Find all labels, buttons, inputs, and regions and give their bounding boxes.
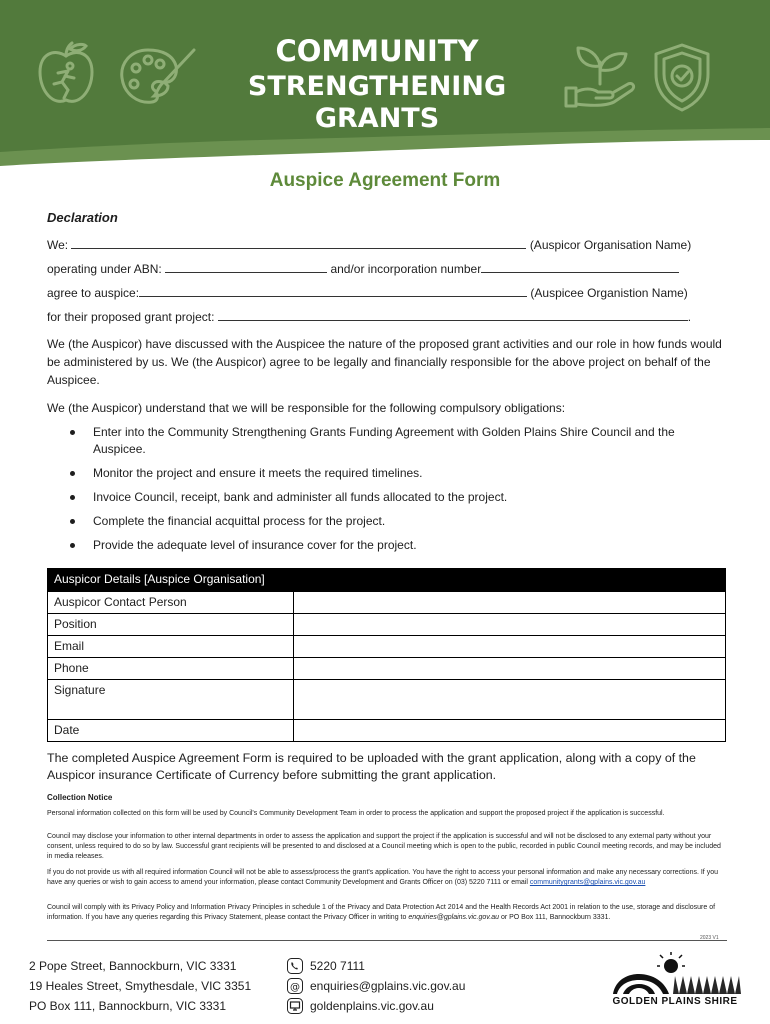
- obligations-intro: We (the Auspicor) understand that we will be responsible for the following compulsory obligations:: [47, 401, 566, 415]
- upload-requirement: The completed Auspice Agreement Form is required to be uploaded with the grant application, along with a copy of the Auspicor insurance Certificate of Currency before submitting the grant application.: [47, 751, 696, 782]
- bullet-icon: [70, 430, 75, 435]
- phone-icon: [287, 958, 303, 974]
- bullet-icon: [70, 495, 75, 500]
- enquiries-email-text: enquiries@gplains.vic.gov.au: [408, 914, 499, 921]
- abn-line: [47, 260, 707, 276]
- community-grants-email-link[interactable]: communitygrants@gplains.vic.gov.au: [529, 879, 646, 886]
- banner-title-line1: COMMUNITY: [275, 34, 479, 68]
- footer-addresses: [29, 956, 251, 1016]
- project-end: .: [687, 310, 692, 324]
- auspicee-org-name-field[interactable]: [139, 284, 527, 297]
- obligations-list: [70, 424, 710, 561]
- banner-title-line2: STRENGTHENING GRANTS: [247, 70, 507, 135]
- website-row: [287, 996, 465, 1016]
- address-line: 19 Heales Street, Smythesdale, VIC 3351: [29, 979, 252, 993]
- svg-text:@: @: [290, 982, 300, 993]
- plant-in-hand-icon: [562, 44, 638, 110]
- bullet-icon: [70, 519, 75, 524]
- collection-notice-heading: Collection Notice: [47, 793, 113, 802]
- declaration-heading: Declaration: [47, 210, 118, 225]
- project-field[interactable]: [218, 308, 688, 321]
- table-header: Auspicor Details [Auspice Organisation]: [48, 569, 726, 592]
- obligation-text: Enter into the Community Strengthening Grants Funding Agreement with Golden Plains Shire Council and the Auspicee.: [93, 425, 675, 456]
- phone-number: 5220 7111: [310, 959, 365, 973]
- form-title: Auspice Agreement Form: [269, 170, 501, 191]
- table-row: [48, 636, 726, 658]
- table-row: [48, 720, 726, 742]
- auspicor-org-suffix: (Auspicor Organisation Name): [529, 238, 692, 252]
- position-input[interactable]: [294, 614, 726, 636]
- we-label: We:: [47, 238, 69, 252]
- header-banner: [0, 0, 770, 168]
- row-label: Auspicor Contact Person: [48, 592, 294, 614]
- we-line: [47, 236, 707, 252]
- discussion-paragraph: We (the Auspicor) have discussed with the Auspicee the nature of the proposed grant activities and our role in how funds would be administered by us. We (the Auspicor) agree to be legally and financially responsible for the above project on behalf of the Auspicee.: [47, 337, 722, 387]
- auspicee-org-suffix: (Auspicee Organistion Name): [530, 286, 688, 300]
- address-line: 2 Pope Street, Bannockburn, VIC 3331: [29, 959, 237, 973]
- collection-notice-p3: [47, 868, 727, 888]
- website-link[interactable]: goldenplains.vic.gov.au: [310, 999, 434, 1013]
- obligation-text: Monitor the project and ensure it meets the required timelines.: [93, 466, 423, 480]
- table-row: [48, 680, 726, 720]
- table-row: [48, 592, 726, 614]
- monitor-icon: [287, 998, 303, 1014]
- signature-input[interactable]: [294, 680, 726, 720]
- row-label: Position: [48, 614, 294, 636]
- footer-contacts: [287, 956, 465, 1016]
- email-icon: [287, 978, 303, 994]
- collection-notice-p4-text: Council will comply with its Privacy Policy and Information Privacy Principles in schedule 1 of the Privacy and Data Protection Act 2014 and the Health Records Act 2001 in relation to the use, storage and disclosure of information. If you have any queries regarding this Privacy Statement, please contact the Privacy Officer in writing to: [47, 904, 716, 921]
- collection-notice-p2: Council may disclose your information to other internal departments in order to assess the application and support the project if the application is successful and will not be disclosed to any external party without your consent, unless required to do so by law. Successful grant recipients will be presented to and disclosed at a Council meeting which is open to the public, recorded in public Council meeting records, and may be included in media releases.: [47, 833, 721, 860]
- agree-line: [47, 284, 707, 300]
- obligation-text: Complete the financial acquittal process for the project.: [93, 514, 386, 528]
- email-input[interactable]: [294, 636, 726, 658]
- obligation-text: Provide the adequate level of insurance cover for the project.: [93, 538, 417, 552]
- contact-person-input[interactable]: [294, 592, 726, 614]
- list-item: [70, 513, 710, 530]
- address-line: PO Box 111, Bannockburn, VIC 3331: [29, 999, 227, 1013]
- email-row: [287, 976, 465, 996]
- project-line: [47, 308, 707, 324]
- date-input[interactable]: [294, 720, 726, 742]
- row-label: Signature: [48, 680, 294, 720]
- row-label: Email: [48, 636, 294, 658]
- bullet-icon: [70, 471, 75, 476]
- footer-divider: [47, 940, 727, 941]
- collection-notice-p3-text: If you do not provide us with all required information Council will not be able to assess/process the grant's application. You have the right to access your personal information and make any necessary corrections. If you have any queries or wish to gain access to amend your information, please contact Community Development and Grants Officer on (03) 5220 7111 or email: [47, 869, 718, 886]
- incorporation-label: and/or incorporation number: [330, 262, 482, 276]
- table-row: [48, 614, 726, 636]
- auspicor-org-name-field[interactable]: [71, 236, 526, 249]
- phone-row: [287, 956, 465, 976]
- auspicor-details-table: [47, 568, 726, 742]
- bullet-icon: [70, 543, 75, 548]
- abn-label: operating under ABN:: [47, 262, 162, 276]
- table-row: [48, 658, 726, 680]
- obligation-text: Invoice Council, receipt, bank and administer all funds allocated to the project.: [93, 490, 508, 504]
- email-link[interactable]: enquiries@gplains.vic.gov.au: [310, 979, 466, 993]
- list-item: [70, 489, 710, 506]
- logo-text: GOLDEN PLAINS SHIRE: [612, 996, 738, 1007]
- apple-runner-icon: [34, 40, 98, 112]
- incorporation-number-field[interactable]: [481, 260, 679, 273]
- list-item: [70, 465, 710, 482]
- collection-notice-p4-end: or PO Box 111, Bannockburn 3331.: [500, 914, 611, 921]
- shield-check-icon: [650, 42, 714, 114]
- project-label: for their proposed grant project:: [47, 310, 215, 324]
- collection-notice-p1: Personal information collected on this form will be used by Council's Community Development Team in order to process the application and support the proposed project if the application is successful.: [47, 810, 665, 817]
- agree-label: agree to auspice:: [47, 286, 140, 300]
- collection-notice-p4: [47, 903, 727, 923]
- phone-input[interactable]: [294, 658, 726, 680]
- abn-field[interactable]: [165, 260, 327, 273]
- list-item: [70, 424, 710, 458]
- list-item: [70, 537, 710, 554]
- version-label: 2023 V1: [700, 935, 719, 941]
- row-label: Phone: [48, 658, 294, 680]
- banner-title: [222, 34, 532, 136]
- palette-icon: [118, 46, 198, 108]
- row-label: Date: [48, 720, 294, 742]
